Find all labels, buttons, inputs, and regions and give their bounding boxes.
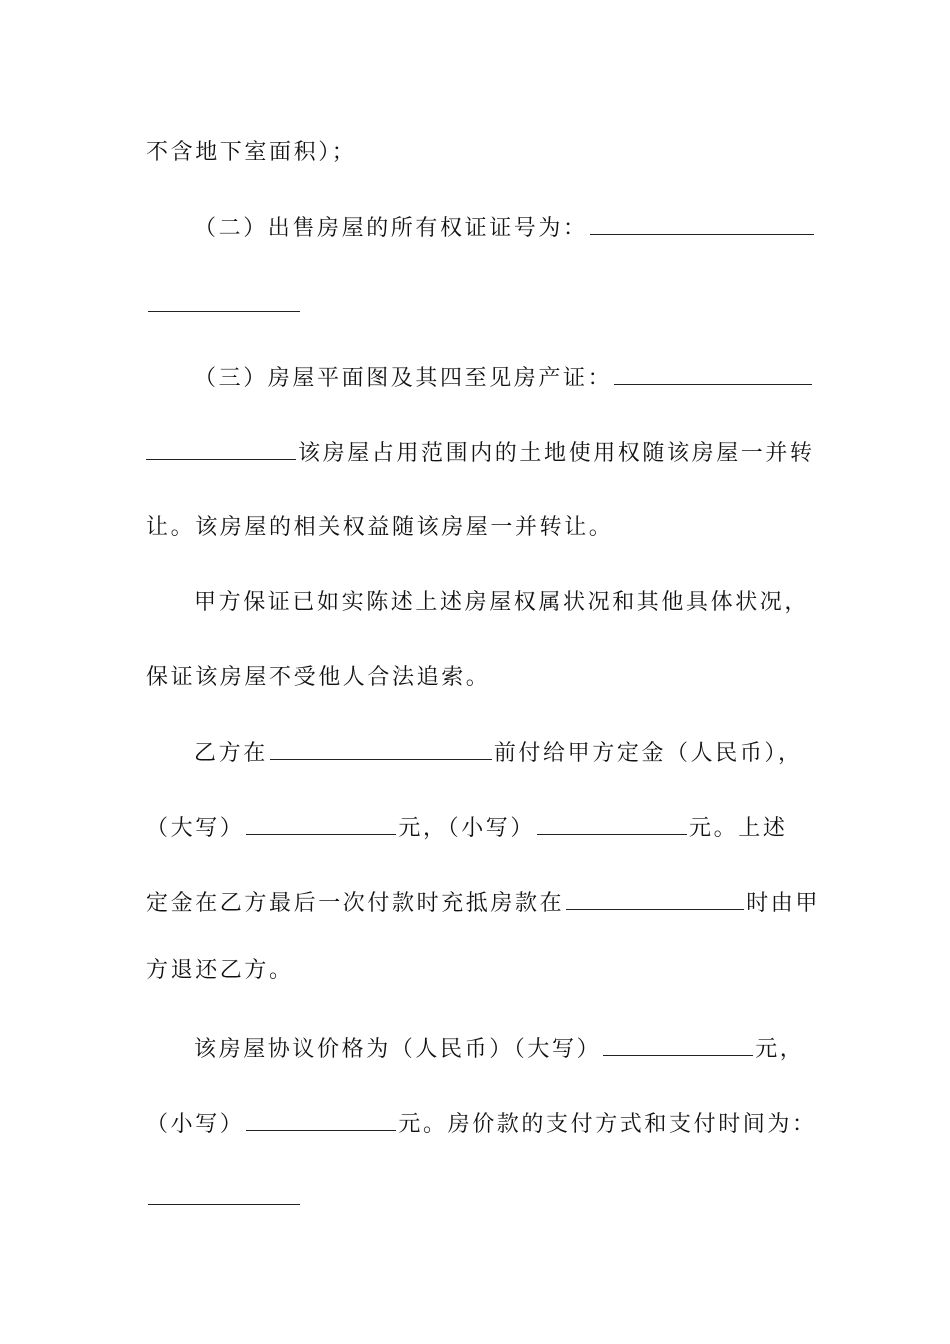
deposit-prefix: 乙方在	[194, 741, 268, 766]
certificate-label: （二）出售房屋的所有权证证号为：	[194, 216, 588, 241]
text-line-guarantee-cont	[146, 658, 808, 698]
payment-method-blank[interactable]	[148, 1204, 300, 1205]
price-small-blank[interactable]	[246, 1104, 396, 1131]
floor-plan-blank[interactable]	[614, 358, 812, 385]
text-line-price	[194, 1029, 808, 1069]
deposit-amount-suffix: 元。上述	[689, 816, 788, 841]
deposit-offset-blank[interactable]	[566, 883, 744, 910]
deposit-small-label: 元，（小写）	[398, 816, 536, 841]
land-use-text: 该房屋占用范围内的土地使用权随该房屋一并转	[298, 441, 815, 466]
certificate-number-blank[interactable]	[590, 208, 814, 235]
price-capital-blank[interactable]	[603, 1029, 753, 1056]
price-unit: 元，	[755, 1037, 805, 1062]
text-line-guarantee	[194, 583, 808, 623]
text-line-land-use	[146, 433, 815, 473]
text-line-rights-transfer	[146, 508, 808, 548]
floor-plan-blank-continued[interactable]	[146, 433, 296, 460]
text-line-certificate-number	[194, 208, 808, 248]
text-line-deposit	[194, 733, 808, 773]
guarantee-text: 甲方保证已如实陈述上述房屋权属状况和其他具体状况，	[194, 590, 810, 615]
deposit-date-blank[interactable]	[270, 733, 492, 760]
certificate-number-blank-continued[interactable]	[148, 311, 300, 312]
deposit-offset-suffix: 时由甲	[746, 891, 821, 916]
price-label: 该房屋协议价格为（人民币）（大写）	[194, 1037, 602, 1062]
deposit-small-blank[interactable]	[537, 808, 687, 835]
area-note-text: 不含地下室面积）；	[146, 140, 357, 165]
text-line-price-small	[146, 1104, 817, 1144]
text-line-area-note	[146, 133, 808, 173]
price-small-label: （小写）	[146, 1112, 245, 1137]
payment-method-text: 元。房价款的支付方式和支付时间为：	[398, 1112, 817, 1137]
text-line-deposit-amount	[146, 808, 808, 848]
text-line-refund	[146, 951, 808, 991]
rights-transfer-text: 让。该房屋的相关权益随该房屋一并转让。	[146, 515, 614, 540]
deposit-capital-blank[interactable]	[246, 808, 396, 835]
refund-text: 方退还乙方。	[146, 958, 294, 983]
guarantee-cont-text: 保证该房屋不受他人合法追索。	[146, 665, 491, 690]
floor-plan-label: （三）房屋平面图及其四至见房产证：	[194, 366, 613, 391]
text-line-floor-plan	[194, 358, 808, 398]
deposit-offset-text: 定金在乙方最后一次付款时充抵房款在	[146, 891, 565, 916]
deposit-suffix: 前付给甲方定金（人民币），	[493, 741, 803, 766]
text-line-deposit-offset	[146, 883, 821, 923]
deposit-capital-label: （大写）	[146, 816, 245, 841]
